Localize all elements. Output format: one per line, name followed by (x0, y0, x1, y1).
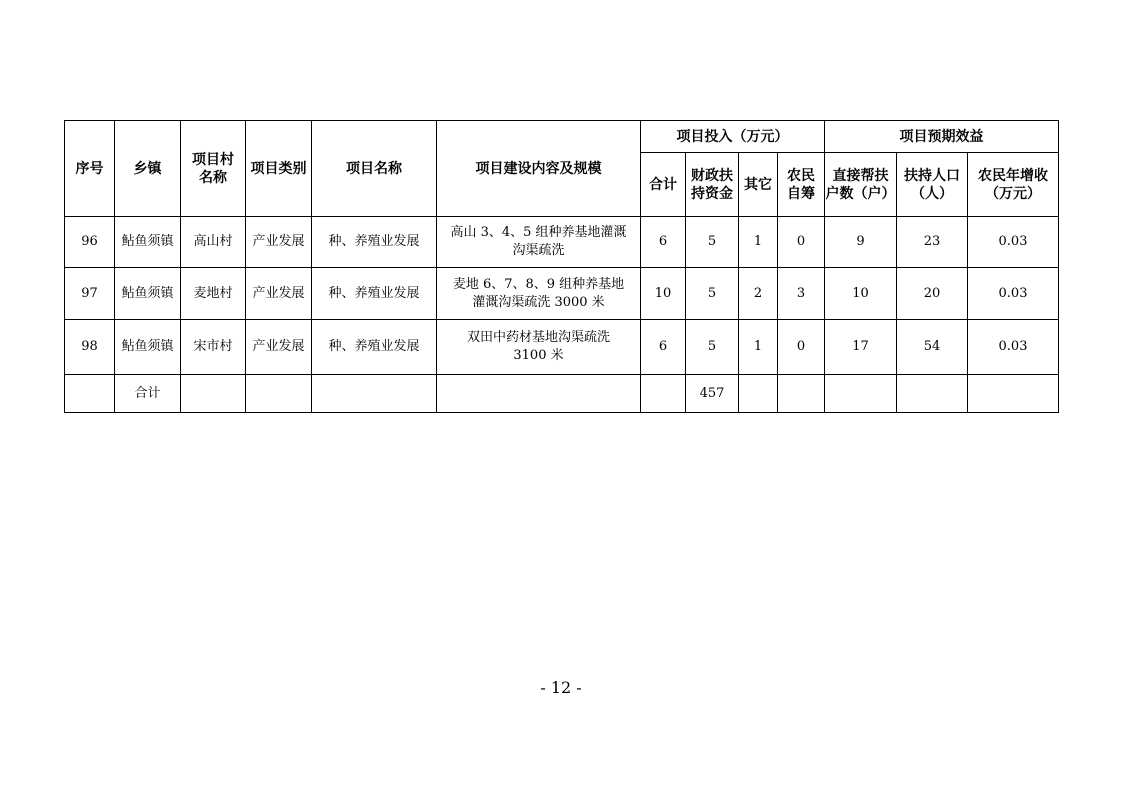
cell-seq: 98 (65, 320, 115, 375)
cell-fiscal: 5 (686, 217, 739, 268)
summary-label: 合计 (115, 375, 181, 413)
header-total: 合计 (641, 153, 686, 217)
page-number: - 12 - (540, 678, 582, 697)
summary-empty (641, 375, 686, 413)
summary-empty (65, 375, 115, 413)
cell-households: 10 (825, 268, 897, 320)
table-row (65, 268, 1059, 320)
summary-empty (778, 375, 825, 413)
cell-town: 鲇鱼须镇 (115, 320, 181, 375)
cell-population: 23 (897, 217, 968, 268)
cell-total: 10 (641, 268, 686, 320)
header-farmer: 农民 自筹 (778, 153, 825, 217)
cell-population: 20 (897, 268, 968, 320)
cell-content: 麦地 6、7、8、9 组种养基地 灌溉沟渠疏洗 3000 米 (437, 268, 641, 320)
cell-income: 0.03 (968, 217, 1059, 268)
table-row (65, 217, 1059, 268)
cell-seq: 97 (65, 268, 115, 320)
table-row (65, 320, 1059, 375)
cell-other: 2 (739, 268, 778, 320)
summary-empty (437, 375, 641, 413)
cell-population: 54 (897, 320, 968, 375)
cell-households: 17 (825, 320, 897, 375)
cell-content: 双田中药材基地沟渠疏洗 3100 米 (437, 320, 641, 375)
cell-village: 麦地村 (181, 268, 246, 320)
cell-other: 1 (739, 320, 778, 375)
header-category: 项目类别 (246, 121, 312, 217)
summary-empty (181, 375, 246, 413)
header-village: 项目村 名称 (181, 121, 246, 217)
cell-other: 1 (739, 217, 778, 268)
cell-fiscal: 5 (686, 320, 739, 375)
cell-project-name: 种、养殖业发展 (312, 268, 437, 320)
header-content: 项目建设内容及规模 (437, 121, 641, 217)
summary-row (65, 375, 1059, 413)
summary-empty (897, 375, 968, 413)
cell-village: 高山村 (181, 217, 246, 268)
summary-empty (312, 375, 437, 413)
summary-empty (739, 375, 778, 413)
summary-fiscal: 457 (686, 375, 739, 413)
cell-seq: 96 (65, 217, 115, 268)
header-income: 农民年增收 （万元） (968, 153, 1059, 217)
header-investment-group: 项目投入（万元） (641, 121, 825, 153)
cell-category: 产业发展 (246, 268, 312, 320)
cell-income: 0.03 (968, 268, 1059, 320)
cell-category: 产业发展 (246, 320, 312, 375)
cell-project-name: 种、养殖业发展 (312, 320, 437, 375)
summary-empty (246, 375, 312, 413)
cell-total: 6 (641, 320, 686, 375)
cell-total: 6 (641, 217, 686, 268)
cell-project-name: 种、养殖业发展 (312, 217, 437, 268)
summary-empty (968, 375, 1059, 413)
header-seq: 序号 (65, 121, 115, 217)
header-other: 其它 (739, 153, 778, 217)
cell-households: 9 (825, 217, 897, 268)
cell-category: 产业发展 (246, 217, 312, 268)
cell-content: 高山 3、4、5 组种养基地灌溉 沟渠疏洗 (437, 217, 641, 268)
cell-income: 0.03 (968, 320, 1059, 375)
cell-fiscal: 5 (686, 268, 739, 320)
project-table (64, 120, 1059, 413)
cell-village: 宋市村 (181, 320, 246, 375)
cell-farmer: 0 (778, 320, 825, 375)
header-town: 乡镇 (115, 121, 181, 217)
cell-farmer: 0 (778, 217, 825, 268)
header-row-1 (65, 121, 1059, 153)
header-benefit-group: 项目预期效益 (825, 121, 1059, 153)
header-population: 扶持人口 （人） (897, 153, 968, 217)
cell-town: 鲇鱼须镇 (115, 268, 181, 320)
header-households: 直接帮扶 户数（户） (825, 153, 897, 217)
summary-empty (825, 375, 897, 413)
cell-town: 鲇鱼须镇 (115, 217, 181, 268)
cell-farmer: 3 (778, 268, 825, 320)
header-project-name: 项目名称 (312, 121, 437, 217)
header-fiscal: 财政扶 持资金 (686, 153, 739, 217)
